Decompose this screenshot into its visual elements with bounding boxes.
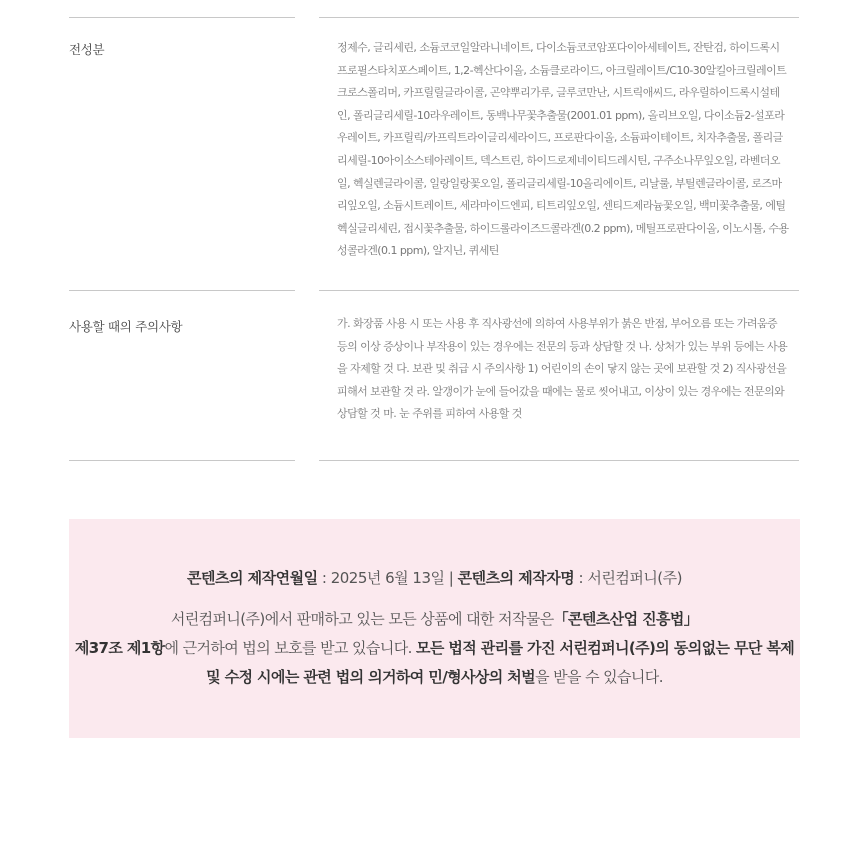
production-date-label: 콘텐츠의 제작연월일 [186,569,318,587]
precautions-label: 사용할 때의 주의사항 [69,319,183,334]
content-meta [69,567,800,588]
copyright-notice [69,519,800,738]
copyright-law-article: 제37조 제1항 [74,639,165,657]
copyright-warning: 모든 법적 관리를 가진 서린컴퍼니(주)의 동의없는 무단 복제 및 수정 시에는 관련 법의 의거하여 민/형사상의 처벌 [206,639,795,686]
production-date-separator: : [317,569,331,587]
producer-label: 콘텐츠의 제작자명 [457,569,575,587]
precautions-text: 가. 화장품 사용 시 또는 사용 후 직사광선에 의하여 사용부위가 붉은 반점, 부어오름 또는 가려움증 등의 이상 증상이나 부작용이 있는 경우에는 전문의 등과 상담할 것 나. 상처가 있는 부위 등에는 사용을 자제할 것 다. 보관 및 취급 시 주의사항 1) 어린이의 손이 닿지 않는 곳에 보관할 것 2) 직사광선을 피해서 보관할 것 라. 알갱이가 눈에 들어갔을 때에는 물로 씻어내고, 이상이 있는 경우에는 전문의와 상담할 것 마. 눈 주위를 피하여 사용할 것 [337,317,788,421]
divider-mid-right [319,290,799,291]
copyright-text [69,605,800,692]
ingredients-label: 전성분 [69,42,105,57]
copyright-text-part-1: 서린컴퍼니(주)에서 판매하고 있는 모든 상품에 대한 저작물은 [170,610,554,628]
divider-bottom-right [319,460,799,461]
copyright-text-part-4: 을 받을 수 있습니다. [535,668,663,686]
divider-bottom-left [69,460,295,461]
copyright-text-part-2: 에 근거하여 법의 보호를 받고 있습니다. [164,639,412,657]
divider-top-left [69,17,295,18]
producer-value: 서린컴퍼니(주) [587,569,683,587]
meta-divider: | [444,569,458,587]
copyright-law-name: 「콘텐츠산업 진흥법」 [553,610,699,628]
divider-top-right [319,17,799,18]
producer-separator: : [574,569,588,587]
production-date-value: 2025년 6월 13일 [330,569,445,587]
ingredients-text: 정제수, 글리세린, 소듐코코일알라니네이트, 다이소듐코코암포다이아세테이트, 잔탄검, 하이드록시프로필스타치포스페이트, 1,2-헥산다이올, 소듐클로라이드, 아크릴레이트/C10-30알킬아크릴레이트크로스폴리머, 카프릴릴글라이콜, 곤약뿌리가루, 글루코만난, 시트릭애씨드, 라우릴하이드록시설테인, 폴리글리세릴-10라우레이트, 동백나무꽃추출물(2001.01 ppm), 올리브오일, 다이소듐2-설포라우레이트, 카프릴릭/카프릭트라이글리세라이드, 프로판다이올, 소듐파이테이트, 치자추출물, 폴리글리세릴-10아이소스테아레이트, 덱스트린, 하이드로제네이티드레시틴, 구주소나무잎오일, 라벤더오일, 헥실렌글라이콜, 일랑일랑꽃오일, 폴리글리세릴-10올리에이트, 리날룰, 부틸렌글라이콜, 로즈마리잎오일, 소듐시트레이트, 세라마이드엔피, 티트리잎오일, 센티드제라늄꽃오일, 백미꽃추출물, 에틸헥실글리세린, 접시꽃추출물, 하이드롤라이즈드콜라겐(0.2 ppm), 메틸프로판다이올, 이노시톨, 수용성콜라겐(0.1 ppm), 알지닌, 퀴세틴 [337,41,789,258]
divider-mid-left [69,290,295,291]
